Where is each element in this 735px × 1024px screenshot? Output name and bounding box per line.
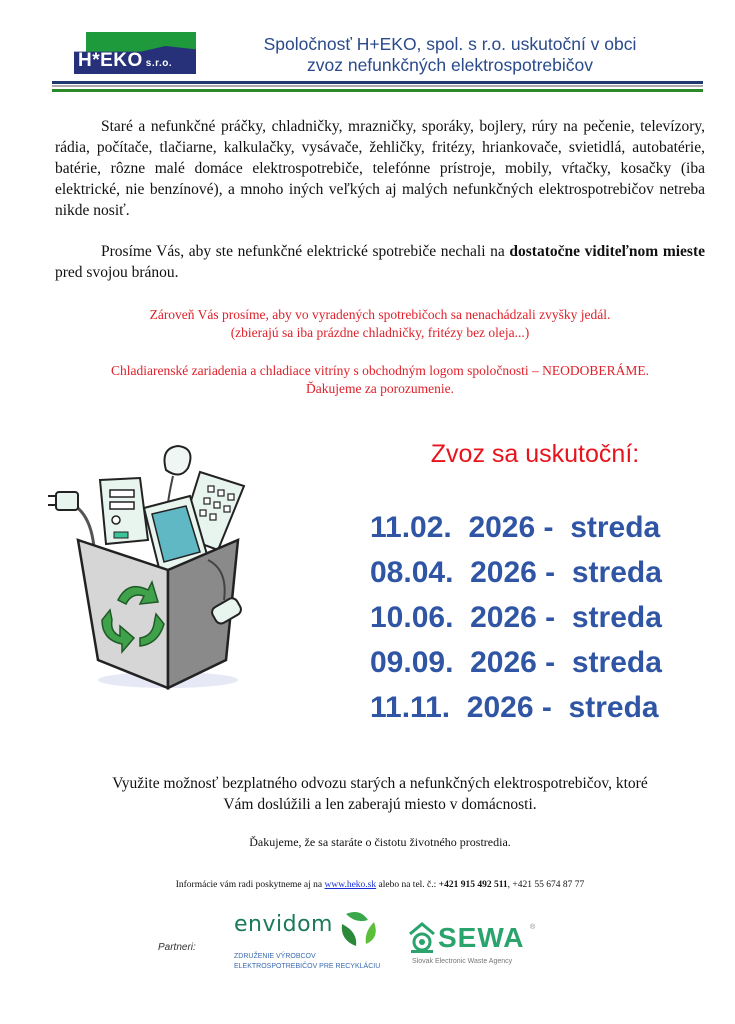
sewa-subtitle: Slovak Electronic Waste Agency bbox=[412, 958, 513, 965]
info-prefix: Informácie vám radi poskytneme aj na bbox=[175, 880, 325, 890]
red-notice-food bbox=[55, 306, 705, 342]
schedule-dates-list bbox=[370, 505, 662, 730]
date: 08.04. bbox=[370, 556, 454, 589]
year: 2026 bbox=[468, 511, 536, 544]
sewa-reg: ® bbox=[530, 924, 536, 931]
paragraph2-bold: dostatočne viditeľnom mieste bbox=[509, 243, 705, 260]
logo-suffix: s.r.o. bbox=[145, 58, 173, 69]
header-rule-green bbox=[52, 89, 703, 92]
date: 11.11. bbox=[370, 691, 451, 724]
free-pickup-line2: Vám doslúžili a len zaberajú miesto v domácnosti. bbox=[223, 796, 537, 813]
header-rule-gray bbox=[52, 85, 703, 87]
red-notice2-line2: Ďakujeme za porozumenie. bbox=[305, 381, 455, 396]
weekday: streda bbox=[570, 511, 661, 544]
schedule-date-row: 08.04. 2026 - streda bbox=[370, 556, 662, 589]
envidom-subtitle bbox=[234, 952, 380, 972]
date: 11.02. bbox=[370, 511, 452, 544]
appliance-list-paragraph bbox=[55, 116, 705, 221]
heko-logo bbox=[74, 32, 194, 74]
weekday: streda bbox=[571, 646, 662, 679]
schedule-date-row: 11.02. 2026 - streda bbox=[370, 511, 661, 544]
red-notice2-line1: Chladiarenské zariadenia a chladiace vitríny s obchodným logom spoločnosti – NEODOBERÁME. bbox=[110, 363, 649, 378]
date: 09.09. bbox=[370, 646, 454, 679]
free-pickup-note bbox=[55, 773, 705, 815]
header-rule-navy bbox=[52, 81, 703, 84]
phone-secondary: , +421 55 674 87 77 bbox=[507, 880, 585, 890]
paragraph1-text: Staré a nefunkčné práčky, chladničky, mrazničky, sporáky, bojlery, rúry na pečenie, televízory, rádia, počítače, tlačiarne, kalkulačky, vysávače, žehličky, fritézy, hriankovače, svietidlá, autobatérie, batérie, rôzne malé domáce elektrospotrebiče, telefónne prístroje, mobily, vŕtačky, kosačky (iba elektrické, nie benzínové), a mnoho iných veľkých aj malých nefunkčných elektrospotrebičov netreba nikde nosiť. bbox=[55, 118, 705, 219]
placement-paragraph bbox=[55, 241, 705, 283]
free-pickup-line1: Využite možnosť bezplatného odvozu starých a nefunkčných elektrospotrebičov, ktoré bbox=[112, 775, 648, 792]
envidom-sub-line2: ELEKTROSPOTREBIČOV PRE RECYKLÁCIU bbox=[234, 963, 381, 970]
schedule-date-row: 10.06. 2026 - streda bbox=[370, 601, 662, 634]
red-notice-refrigeration bbox=[55, 362, 705, 398]
info-mid: alebo na tel. č.: bbox=[376, 880, 439, 890]
schedule-date-row: 09.09. 2026 - streda bbox=[370, 646, 662, 679]
phone-primary: +421 915 492 511 bbox=[438, 880, 508, 890]
envidom-name: envidom bbox=[234, 912, 333, 937]
weekday: streda bbox=[571, 556, 662, 589]
paragraph2-end: pred svojou bránou. bbox=[55, 264, 179, 281]
red-notice1-line1: Zároveň Vás prosíme, aby vo vyradených spotrebičoch sa nenachádzali zvyšky jedál. bbox=[149, 307, 611, 322]
paragraph2-start: Prosíme Vás, aby ste nefunkčné elektrické spotrebiče nechali na bbox=[101, 243, 510, 260]
sewa-house-icon bbox=[408, 922, 436, 954]
envidom-leaf-icon bbox=[338, 910, 380, 948]
header-title bbox=[205, 34, 695, 76]
envidom-sub-line1: ZDRUŽENIE VÝROBCOV bbox=[234, 953, 316, 960]
sewa-name: SEWA bbox=[438, 922, 525, 953]
header-title-line1: Spoločnosť H+EKO, spol. s r.o. uskutoční v obci bbox=[263, 34, 637, 54]
schedule-title: Zvoz sa uskutoční: bbox=[430, 440, 640, 468]
thanks-note: Ďakujeme, že sa staráte o čistotu životného prostredia. bbox=[249, 835, 511, 849]
sewa-logo bbox=[408, 922, 538, 972]
date: 10.06. bbox=[370, 601, 454, 634]
schedule-date-row: 11.11. 2026 - streda bbox=[370, 691, 659, 724]
logo-main: H*EKO bbox=[78, 50, 143, 71]
contact-info bbox=[55, 880, 705, 890]
weekday: streda bbox=[568, 691, 659, 724]
red-notice1-line2: (zbierajú sa iba prázdne chladničky, fritézy bez oleja...) bbox=[230, 325, 530, 340]
weekday: streda bbox=[571, 601, 662, 634]
recycle-bin-electronics-icon bbox=[48, 440, 278, 700]
year: 2026 bbox=[466, 691, 534, 724]
year: 2026 bbox=[470, 646, 537, 679]
year: 2026 bbox=[470, 601, 537, 634]
year: 2026 bbox=[470, 556, 537, 589]
website-link[interactable]: www.heko.sk bbox=[324, 880, 377, 890]
partners-label: Partneri: bbox=[158, 942, 196, 953]
logo-text bbox=[78, 50, 172, 72]
header-title-line2: zvoz nefunkčných elektrospotrebičov bbox=[307, 55, 593, 75]
envidom-logo bbox=[234, 912, 384, 982]
